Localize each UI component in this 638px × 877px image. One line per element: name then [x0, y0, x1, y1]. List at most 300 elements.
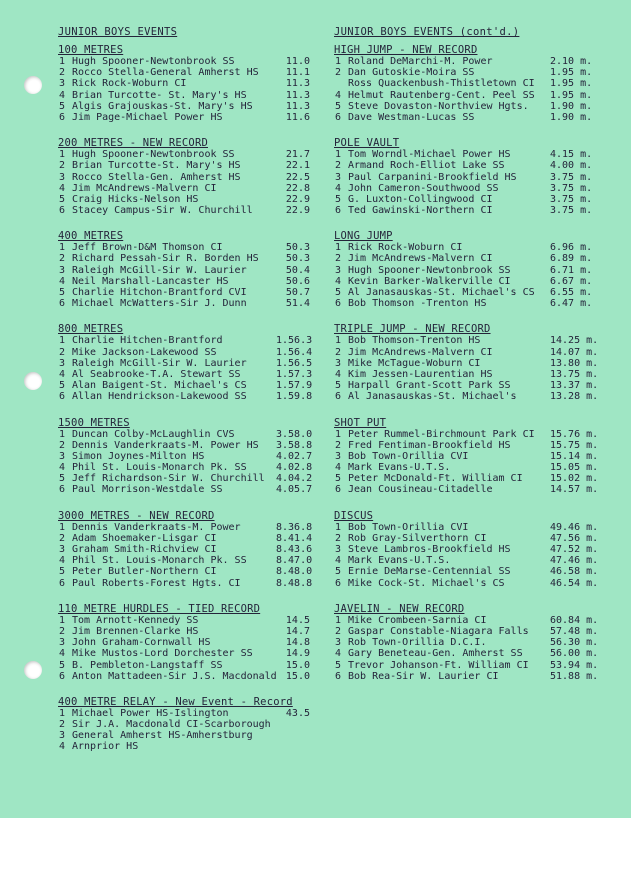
- place-number: 2: [59, 719, 66, 731]
- event-block: [58, 231, 330, 309]
- result-value: 57.48 m.: [550, 625, 599, 637]
- athlete-school: Mike Crombeen-Sarnia CI: [348, 614, 487, 626]
- athlete-school: Ross Quackenbush-Thistletown CI: [348, 78, 535, 90]
- result-row: [58, 298, 330, 309]
- result-value: 11.3: [285, 78, 310, 90]
- result-value: 1.57.9: [276, 380, 313, 392]
- place-number: 3: [335, 171, 342, 183]
- place-number: 2: [59, 625, 66, 637]
- athlete-school: Gary Beneteau-Gen. Amherst SS: [348, 648, 523, 660]
- result-row: [58, 347, 330, 358]
- place-number: 3: [335, 357, 342, 369]
- athlete-school: Helmut Rautenberg-Cent. Peel SS: [348, 89, 535, 101]
- event-block: [58, 604, 330, 682]
- place-number: 6: [59, 205, 66, 217]
- place-number: 2: [59, 160, 66, 172]
- athlete-school: Fred Fentiman-Brookfield HS: [348, 439, 511, 451]
- place-number: 6: [335, 391, 342, 403]
- result-value: 8.47.0: [276, 555, 313, 567]
- place-number: 6: [59, 391, 66, 403]
- event-title: 800 METRES: [58, 323, 124, 336]
- result-row: [58, 533, 330, 544]
- place-number: 2: [59, 346, 66, 358]
- result-value: 1.90 m.: [550, 100, 593, 112]
- place-number: 5: [59, 287, 66, 298]
- athlete-school: Dennis Vanderkraats-M. Power HS: [72, 439, 259, 451]
- result-value: 14.9: [285, 648, 310, 660]
- place-number: 6: [335, 577, 342, 589]
- result-row: [334, 265, 610, 276]
- place-number: 4: [335, 555, 342, 567]
- athlete-school: Phil St. Louis-Monarch Pk. SS: [72, 555, 247, 567]
- result-value: 4.00 m.: [550, 160, 593, 172]
- result-value: 1.57.3: [276, 368, 313, 380]
- athlete-school: Rick Rock-Woburn CI: [348, 242, 463, 254]
- event-title: DISCUS: [334, 509, 374, 522]
- event-title: 3000 METRES - NEW RECORD: [58, 509, 215, 522]
- event-title: POLE VAULT: [334, 137, 400, 150]
- result-row: [334, 194, 610, 205]
- place-number: 1: [335, 428, 342, 440]
- athlete-school: Mike Mustos-Lord Dorchester SS: [72, 648, 253, 660]
- place-number: 3: [335, 450, 342, 462]
- result-value: 13.75 m.: [550, 368, 599, 380]
- result-value: 3.75 m.: [550, 205, 593, 217]
- result-row: [58, 429, 330, 440]
- place-number: 5: [335, 193, 342, 205]
- result-row: [58, 265, 330, 276]
- place-number: 4: [335, 462, 342, 474]
- place-number: 5: [335, 566, 342, 578]
- result-row: [58, 671, 330, 682]
- result-value: 50.3: [285, 242, 310, 254]
- athlete-school: Jeff Richardson-Sir W. Churchill: [72, 473, 265, 485]
- result-row: [334, 473, 610, 484]
- result-value: 4.04.2: [276, 473, 313, 485]
- event-title: SHOT PUT: [334, 416, 387, 429]
- event-gap: [58, 403, 330, 415]
- athlete-school: Jim Page-Michael Power HS: [72, 111, 223, 123]
- event-gap: [58, 496, 330, 508]
- result-value: 50.7: [285, 287, 310, 298]
- result-row: [334, 484, 610, 495]
- athlete-school: General Amherst HS-Amherstburg: [72, 730, 253, 742]
- place-number: 4: [335, 368, 342, 380]
- place-number: 4: [59, 182, 66, 194]
- result-row: [334, 637, 610, 648]
- result-value: 15.75 m.: [550, 439, 599, 451]
- result-value: 3.75 m.: [550, 193, 593, 205]
- event-block: [334, 418, 610, 496]
- result-row: [58, 637, 330, 648]
- athlete-school: Bob Town-Orillia CVI: [348, 521, 469, 533]
- result-row: [58, 555, 330, 566]
- result-value: 8.43.6: [276, 544, 313, 555]
- result-row: [58, 160, 330, 171]
- result-row: [58, 90, 330, 101]
- place-number: 6: [59, 298, 66, 310]
- result-value: 2.10 m.: [550, 56, 593, 67]
- athlete-school: Ted Gawinski-Northern CI: [348, 205, 493, 217]
- place-number: 2: [59, 67, 66, 79]
- result-value: 11.6: [285, 111, 310, 123]
- result-value: 14.25 m.: [550, 335, 599, 347]
- result-value: 14.07 m.: [550, 346, 599, 358]
- result-value: 8.48.8: [276, 577, 313, 589]
- place-number: 3: [59, 730, 66, 742]
- event-block: [58, 511, 330, 589]
- result-row: [58, 112, 330, 123]
- result-value: 56.00 m.: [550, 648, 599, 660]
- athlete-school: Phil St. Louis-Monarch Pk. SS: [72, 462, 247, 474]
- result-row: [334, 253, 610, 264]
- athlete-school: Dave Westman-Lucas SS: [348, 111, 475, 123]
- result-value: 46.58 m.: [550, 566, 599, 578]
- result-row: [58, 451, 330, 462]
- place-number: 4: [59, 555, 66, 567]
- athlete-school: Richard Pessah-Sir R. Borden HS: [72, 253, 259, 265]
- athlete-school: B. Pembleton-Langstaff SS: [72, 659, 223, 671]
- athlete-school: Jim Brennen-Clarke HS: [72, 625, 199, 637]
- athlete-school: Kim Jessen-Laurentian HS: [348, 368, 493, 380]
- result-row: [334, 544, 610, 555]
- result-row: [58, 194, 330, 205]
- athlete-school: Steve Lambros-Brookfield HS: [348, 544, 511, 555]
- right-events-list: [334, 45, 610, 682]
- event-gap: [334, 403, 610, 415]
- event-title: HIGH JUMP - NEW RECORD: [334, 44, 478, 56]
- athlete-school: Raleigh McGill-Sir W. Laurier: [72, 357, 247, 369]
- event-gap: [334, 589, 610, 601]
- place-number: 6: [335, 670, 342, 682]
- result-row: [58, 287, 330, 298]
- place-number: 1: [335, 521, 342, 533]
- result-value: 22.1: [285, 160, 310, 172]
- result-row: [334, 298, 610, 309]
- result-row: [334, 380, 610, 391]
- result-value: 14.7: [285, 625, 310, 637]
- place-number: 5: [59, 659, 66, 671]
- place-number: 4: [59, 741, 66, 753]
- athlete-school: Gaspar Constable-Niagara Falls: [348, 625, 529, 637]
- result-row: [58, 183, 330, 194]
- result-value: 14.57 m.: [550, 484, 599, 496]
- athlete-school: Hugh Spooner-Newtonbrook SS: [72, 149, 235, 161]
- athlete-school: Allan Hendrickson-Lakewood SS: [72, 391, 247, 403]
- athlete-school: Peter Rummel-Birchmount Park CI: [348, 428, 535, 440]
- result-value: 1.90 m.: [550, 111, 593, 123]
- place-number: 6: [335, 111, 342, 123]
- result-value: 1.95 m.: [550, 89, 593, 101]
- result-row: [58, 242, 330, 253]
- place-number: 2: [335, 625, 342, 637]
- place-number: 1: [59, 56, 66, 67]
- place-number: 1: [335, 56, 342, 67]
- place-number: 5: [335, 473, 342, 485]
- event-block: [58, 138, 330, 216]
- result-row: [334, 626, 610, 637]
- result-value: 14.5: [285, 614, 310, 626]
- result-value: 60.84 m.: [550, 614, 599, 626]
- athlete-school: Mark Evans-U.T.S.: [348, 555, 451, 567]
- event-block: [58, 45, 330, 123]
- athlete-school: Paul Roberts-Forest Hgts. CI: [72, 577, 241, 589]
- athlete-school: Algis Grajouskas-St. Mary's HS: [72, 100, 253, 112]
- event-block: [334, 511, 610, 589]
- athlete-school: Peter Butler-Northern CI: [72, 566, 217, 578]
- result-value: 47.46 m.: [550, 555, 599, 567]
- place-number: 3: [59, 637, 66, 649]
- place-number: 1: [59, 335, 66, 347]
- athlete-school: Craig Hicks-Nelson HS: [72, 193, 199, 205]
- result-row: [58, 369, 330, 380]
- punch-hole: [24, 76, 42, 94]
- result-row: [334, 462, 610, 473]
- result-row: [58, 67, 330, 78]
- place-number: 6: [59, 484, 66, 496]
- event-title: TRIPLE JUMP - NEW RECORD: [334, 323, 491, 336]
- result-row: [334, 671, 610, 682]
- result-row: [58, 149, 330, 160]
- result-row: [334, 615, 610, 626]
- result-value: 4.02.8: [276, 462, 313, 474]
- place-number: 6: [59, 577, 66, 589]
- result-value: 1.95 m.: [550, 67, 593, 79]
- place-number: 4: [335, 89, 342, 101]
- event-title: 1500 METRES: [58, 416, 130, 429]
- result-row: [58, 615, 330, 626]
- place-number: 2: [335, 67, 342, 79]
- place-number: 1: [335, 614, 342, 626]
- place-number: 5: [335, 380, 342, 392]
- place-number: 4: [335, 648, 342, 660]
- result-value: 3.58.0: [276, 428, 313, 440]
- punch-hole: [24, 372, 42, 390]
- event-gap: [58, 123, 330, 135]
- result-value: 46.54 m.: [550, 577, 599, 589]
- result-row: [58, 391, 330, 402]
- event-gap: [334, 496, 610, 508]
- athlete-school: Rob Gray-Silverthorn CI: [348, 532, 487, 544]
- athlete-school: Arnprior HS: [72, 741, 139, 753]
- result-value: 4.05.7: [276, 484, 313, 496]
- result-row: [334, 347, 610, 358]
- result-row: [58, 56, 330, 67]
- athlete-school: Graham Smith-Richview CI: [72, 544, 217, 555]
- athlete-school: Sir J.A. Macdonald CI-Scarborough: [72, 719, 271, 731]
- result-row: [58, 730, 330, 741]
- result-row: [58, 253, 330, 264]
- result-row: [334, 78, 610, 89]
- result-row: [334, 205, 610, 216]
- place-number: 2: [59, 439, 66, 451]
- event-block: [58, 418, 330, 496]
- athlete-school: Kevin Barker-Walkerville CI: [348, 275, 511, 287]
- place-number: 4: [59, 648, 66, 660]
- athlete-school: Hugh Spooner-Newtonbrook SS: [348, 264, 511, 276]
- place-number: 4: [335, 182, 342, 194]
- athlete-school: Rob Town-Orillia D.C.I.: [348, 637, 487, 649]
- athlete-school: Mark Evans-U.T.S.: [348, 462, 451, 474]
- result-value: 50.4: [285, 264, 310, 276]
- athlete-school: John Cameron-Southwood SS: [348, 182, 499, 194]
- result-value: 1.56.5: [276, 357, 313, 369]
- result-value: 47.52 m.: [550, 544, 599, 555]
- athlete-school: Dennis Vanderkraats-M. Power: [72, 521, 241, 533]
- result-row: [334, 149, 610, 160]
- event-gap: [334, 216, 610, 228]
- result-value: 6.89 m.: [550, 253, 593, 265]
- place-number: 3: [59, 78, 66, 90]
- athlete-school: Mike Jackson-Lakewood SS: [72, 346, 217, 358]
- result-value: 56.30 m.: [550, 637, 599, 649]
- athlete-school: Raleigh McGill-Sir W. Laurier: [72, 264, 247, 276]
- place-number: 3: [59, 171, 66, 183]
- place-number: 6: [335, 484, 342, 496]
- event-title: 100 METRES: [58, 44, 124, 56]
- place-number: 6: [335, 205, 342, 217]
- result-value: 15.76 m.: [550, 428, 599, 440]
- place-number: 4: [59, 462, 66, 474]
- result-value: 21.7: [285, 149, 310, 161]
- result-value: 13.37 m.: [550, 380, 599, 392]
- result-value: 22.9: [285, 205, 310, 217]
- event-gap: [58, 216, 330, 228]
- athlete-school: Dan Gutoskie-Moira SS: [348, 67, 475, 79]
- event-block: [334, 231, 610, 309]
- result-value: 6.47 m.: [550, 298, 593, 310]
- result-value: 22.9: [285, 193, 310, 205]
- athlete-school: Paul Morrison-Westdale SS: [72, 484, 223, 496]
- athlete-school: Rocco Stella-Gen. Amherst HS: [72, 171, 241, 183]
- left-events-list: [58, 45, 330, 753]
- place-number: 3: [59, 357, 66, 369]
- result-value: 13.80 m.: [550, 357, 599, 369]
- athlete-school: Simon Joynes-Milton HS: [72, 450, 205, 462]
- event-block: [334, 604, 610, 682]
- athlete-school: G. Luxton-Collingwood CI: [348, 193, 493, 205]
- event-gap: [334, 123, 610, 135]
- event-title: 400 METRE RELAY - New Event - Record: [58, 695, 293, 708]
- result-row: [334, 429, 610, 440]
- place-number: 6: [59, 111, 66, 123]
- result-value: 51.88 m.: [550, 670, 599, 682]
- athlete-school: Anton Mattadeen-Sir J.S. Macdonald: [72, 670, 277, 682]
- result-row: [334, 101, 610, 112]
- result-value: 1.95 m.: [550, 78, 593, 90]
- result-row: [58, 626, 330, 637]
- result-value: 1.59.8: [276, 391, 313, 403]
- place-number: 1: [335, 149, 342, 161]
- result-row: [334, 533, 610, 544]
- result-row: [334, 112, 610, 123]
- event-block: [58, 697, 330, 753]
- athlete-school: Bob Thomson-Trenton HS: [348, 335, 481, 347]
- result-value: 6.55 m.: [550, 287, 593, 298]
- place-number: 4: [59, 89, 66, 101]
- place-number: 1: [59, 614, 66, 626]
- result-value: 6.67 m.: [550, 275, 593, 287]
- athlete-school: Steve Dovaston-Northview Hgts.: [348, 100, 529, 112]
- result-row: [58, 78, 330, 89]
- athlete-school: Michael Power HS-Islington: [72, 707, 229, 719]
- result-row: [334, 391, 610, 402]
- athlete-school: Neil Marshall-Lancaster HS: [72, 275, 229, 287]
- result-row: [58, 741, 330, 752]
- athlete-school: Charlie Hitchon-Brantford CVI: [72, 287, 247, 298]
- result-value: 4.02.7: [276, 450, 313, 462]
- result-value: 50.6: [285, 275, 310, 287]
- place-number: 1: [59, 707, 66, 719]
- result-row: [58, 473, 330, 484]
- athlete-school: Charlie Hitchen-Brantford: [72, 335, 223, 347]
- place-number: 5: [59, 566, 66, 578]
- athlete-school: Paul Carpanini-Brookfield HS: [348, 171, 517, 183]
- athlete-school: Rick Rock-Woburn CI: [72, 78, 187, 90]
- event-gap: [334, 309, 610, 321]
- result-row: [334, 660, 610, 671]
- athlete-school: Bob Rea-Sir W. Laurier CI: [348, 670, 499, 682]
- place-number: 4: [59, 275, 66, 287]
- athlete-school: Armand Roch-Elliot Lake SS: [348, 160, 505, 172]
- athlete-school: Brian Turcotte-St. Mary's HS: [72, 160, 241, 172]
- result-row: [334, 276, 610, 287]
- athlete-school: Adam Shoemaker-Lisgar CI: [72, 532, 217, 544]
- athlete-school: Jim McAndrews-Malvern CI: [72, 182, 217, 194]
- athlete-school: Al Janasauskas-St. Michael's: [348, 391, 517, 403]
- athlete-school: Trevor Johanson-Ft. William CI: [348, 659, 529, 671]
- result-value: 8.48.0: [276, 566, 313, 578]
- result-value: 15.05 m.: [550, 462, 599, 474]
- athlete-school: Peter McDonald-Ft. William CI: [348, 473, 523, 485]
- result-value: 14.8: [285, 637, 310, 649]
- athlete-school: Jim McAndrews-Malvern CI: [348, 346, 493, 358]
- result-row: [58, 335, 330, 346]
- result-row: [58, 648, 330, 659]
- result-row: [334, 172, 610, 183]
- event-gap: [58, 309, 330, 321]
- place-number: 5: [59, 380, 66, 392]
- result-value: 11.3: [285, 89, 310, 101]
- athlete-school: Roland DeMarchi-M. Power: [348, 56, 493, 67]
- athlete-school: Hugh Spooner-Newtonbrook SS: [72, 56, 235, 67]
- place-number: 5: [335, 659, 342, 671]
- athlete-school: Michael McWatters-Sir J. Dunn: [72, 298, 247, 310]
- athlete-school: Jean Cousineau-Citadelle: [348, 484, 493, 496]
- result-value: 13.28 m.: [550, 391, 599, 403]
- place-number: 5: [59, 193, 66, 205]
- event-block: [334, 138, 610, 216]
- result-value: 22.5: [285, 171, 310, 183]
- event-title: JAVELIN - NEW RECORD: [334, 602, 465, 615]
- result-row: [334, 160, 610, 171]
- result-value: 15.14 m.: [550, 450, 599, 462]
- event-block: [58, 324, 330, 402]
- result-value: 3.58.8: [276, 439, 313, 451]
- result-row: [58, 440, 330, 451]
- place-number: 1: [59, 521, 66, 533]
- event-title: 200 METRES - NEW RECORD: [58, 137, 208, 150]
- place-number: 3: [59, 544, 66, 555]
- result-row: [334, 67, 610, 78]
- result-row: [334, 451, 610, 462]
- result-row: [58, 380, 330, 391]
- place-number: 1: [59, 242, 66, 254]
- athlete-school: Stacey Campus-Sir W. Churchill: [72, 205, 253, 217]
- place-number: 2: [335, 253, 342, 265]
- result-row: [334, 287, 610, 298]
- athlete-school: Duncan Colby-McLaughlin CVS: [72, 428, 235, 440]
